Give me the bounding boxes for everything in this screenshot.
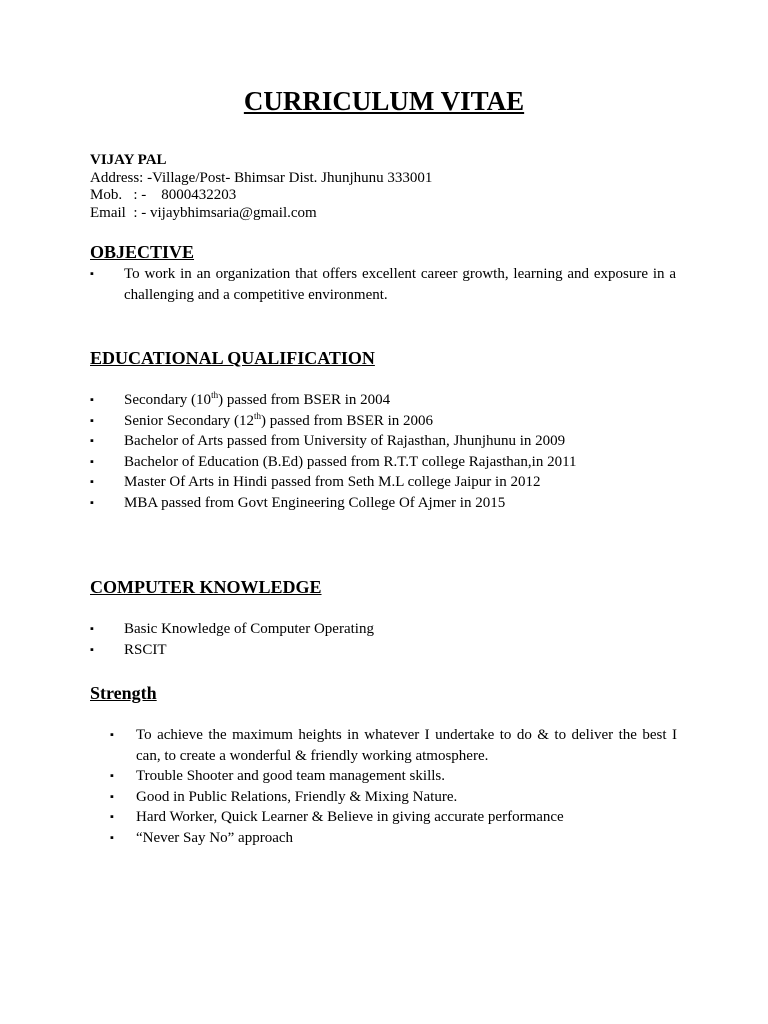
bullet-icon: ▪ (90, 394, 94, 406)
edu-text: MBA passed from Govt Engineering College Of Ajmer in 2015 (124, 494, 506, 511)
objective-list (90, 264, 676, 306)
bullet-icon: ▪ (90, 623, 94, 635)
edu-sup: th (211, 390, 219, 400)
objective-heading: OBJECTIVE (90, 242, 195, 262)
strength-text: “Never Say No” approach (136, 829, 294, 846)
bullet-icon: ▪ (90, 414, 94, 427)
bullet-icon: ▪ (90, 268, 94, 280)
email-label: Email : - (90, 205, 147, 222)
bullet-icon: ▪ (110, 831, 114, 844)
list-item (90, 264, 676, 306)
computer-text: RSCIT (124, 641, 167, 658)
strength-text: Trouble Shooter and good team management skills. (136, 768, 445, 785)
contact-block (90, 152, 432, 223)
bullet-icon: ▪ (90, 455, 94, 468)
list-item (90, 390, 676, 411)
mobile-label: Mob. : - (90, 187, 147, 204)
mobile-line (90, 187, 432, 205)
email-line (90, 205, 432, 223)
bullet-icon: ▪ (110, 770, 114, 783)
list-item (110, 807, 677, 828)
edu-text-cont: ) passed from BSER in 2006 (260, 412, 434, 429)
address-line: Address: -Village/Post- Bhimsar Dist. Jhunjhunu 333001 (90, 169, 433, 186)
computer-list (90, 619, 676, 660)
list-item (90, 640, 676, 661)
bullet-icon: ▪ (90, 643, 94, 656)
strength-heading: Strength (90, 683, 157, 703)
list-item (110, 725, 677, 766)
email-address: vijaybhimsaria@gmail.com (150, 205, 317, 222)
bullet-icon: ▪ (110, 790, 114, 803)
bullet-icon: ▪ (90, 435, 94, 448)
edu-text: Senior Secondary (12 (124, 412, 254, 429)
strength-text: Hard Worker, Quick Learner & Believe in giving accurate performance (136, 809, 564, 826)
list-item (90, 619, 676, 640)
strength-list (110, 725, 677, 849)
edu-text: Bachelor of Education (B.Ed) passed from R.T.T college Rajasthan,in 2011 (124, 453, 577, 470)
strength-text: Good in Public Relations, Friendly & Mixing Nature. (136, 788, 458, 805)
computer-heading: COMPUTER KNOWLEDGE (90, 577, 322, 597)
mobile-number: 8000432203 (161, 187, 237, 204)
computer-text: Basic Knowledge of Computer Operating (124, 621, 374, 637)
candidate-name: VIJAY PAL (90, 152, 167, 168)
list-item (90, 411, 676, 432)
edu-text: Secondary (10 (124, 392, 212, 408)
list-item (90, 493, 676, 514)
education-heading: EDUCATIONAL QUALIFICATION (90, 348, 375, 368)
list-item (110, 787, 677, 808)
page-title: CURRICULUM VITAE (243, 86, 525, 116)
bullet-icon: ▪ (90, 476, 94, 489)
objective-text: To work in an organization that offers excellent career growth, learning and exposure in a challenging and a competitive environment. (124, 266, 676, 303)
list-item (90, 472, 676, 493)
bullet-icon: ▪ (110, 811, 114, 824)
list-item (110, 766, 677, 787)
edu-text: Bachelor of Arts passed from University of Rajasthan, Jhunjhunu in 2009 (124, 433, 566, 450)
edu-text: Master Of Arts in Hindi passed from Seth M.L college Jaipur in 2012 (124, 474, 541, 491)
strength-text: To achieve the maximum heights in whatever I undertake to do & to deliver the best I can, to create a wonderful & friendly working atmosphere. (136, 727, 677, 764)
bullet-icon: ▪ (90, 496, 94, 509)
education-list (90, 390, 676, 514)
edu-sup: th (253, 410, 261, 421)
edu-text-cont: ) passed from BSER in 2004 (218, 392, 391, 408)
list-item (110, 828, 677, 849)
list-item (90, 452, 676, 473)
bullet-icon: ▪ (110, 729, 114, 741)
list-item (90, 431, 676, 452)
